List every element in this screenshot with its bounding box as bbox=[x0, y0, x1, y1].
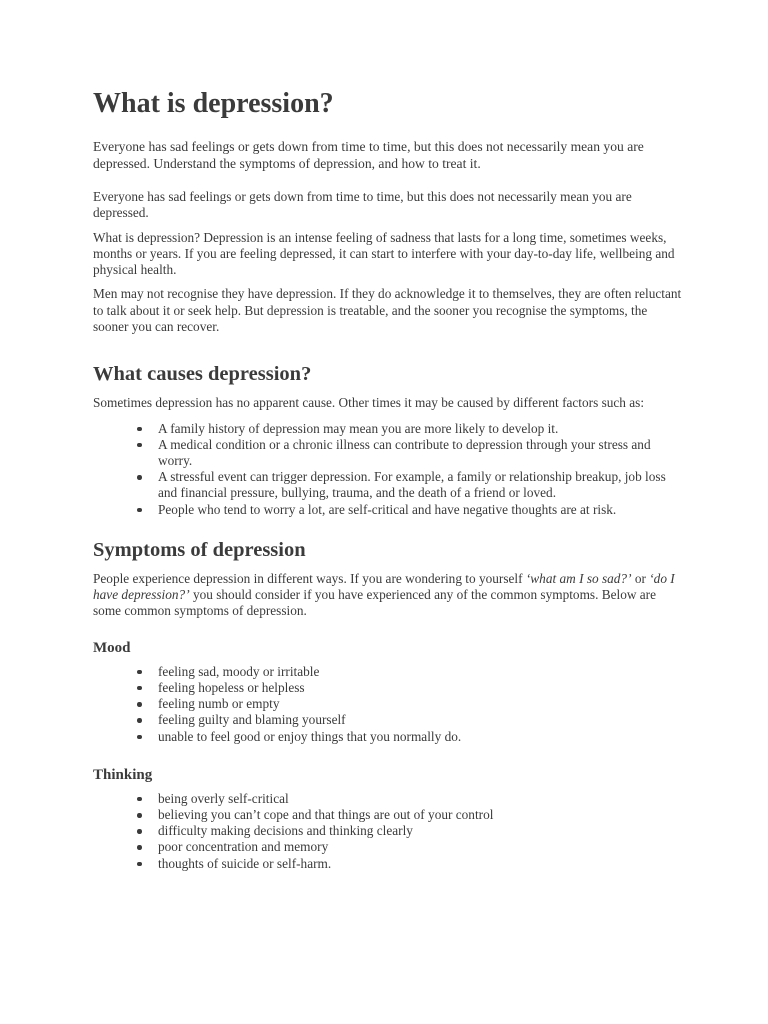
list-item: unable to feel good or enjoy things that you normally do. bbox=[158, 729, 683, 745]
page-title: What is depression? bbox=[93, 88, 334, 119]
symptoms-intro bbox=[93, 571, 683, 620]
quote-what-am-i-so-sad: ‘what am I so sad?’ bbox=[525, 570, 632, 586]
list-item: People who tend to worry a lot, are self-critical and have negative thoughts are at risk. bbox=[158, 502, 683, 518]
thinking-heading: Thinking bbox=[93, 766, 153, 783]
thinking-list bbox=[93, 791, 683, 872]
list-item: feeling sad, moody or irritable bbox=[158, 664, 683, 680]
list-item: feeling hopeless or helpless bbox=[158, 680, 683, 696]
symptoms-intro-or: or bbox=[631, 570, 650, 586]
list-item: feeling numb or empty bbox=[158, 696, 683, 712]
list-item: A stressful event can trigger depression. For example, a family or relationship breakup, job loss and financial pressure, bullying, trauma, and the death of a friend or loved. bbox=[158, 469, 683, 501]
list-item: being overly self-critical bbox=[158, 791, 683, 807]
causes-heading: What causes depression? bbox=[93, 363, 312, 386]
causes-intro: Sometimes depression has no apparent cause. Other times it may be caused by different factors such as: bbox=[93, 395, 645, 411]
symptoms-intro-rest: you should consider if you have experienced any of the common symptoms. Below are some common symptoms of depression. bbox=[93, 587, 657, 619]
list-item: feeling guilty and blaming yourself bbox=[158, 712, 683, 728]
list-item: poor concentration and memory bbox=[158, 839, 683, 855]
symptoms-intro-text: People experience depression in different ways. If you are wondering to yourself bbox=[93, 570, 526, 586]
list-item: believing you can’t cope and that things are out of your control bbox=[158, 807, 683, 823]
list-item: difficulty making decisions and thinking clearly bbox=[158, 823, 683, 839]
quote-do-i-have-depression: ‘do I have depression?’ bbox=[93, 570, 675, 603]
list-item: A medical condition or a chronic illness can contribute to depression through your stress and worry. bbox=[158, 437, 683, 469]
mood-list bbox=[93, 664, 683, 745]
document-page bbox=[93, 86, 683, 872]
intro-paragraph-1: Everyone has sad feelings or gets down from time to time, but this does not necessarily mean you are depressed. bbox=[93, 189, 632, 221]
list-item: A family history of depression may mean you are more likely to develop it. bbox=[158, 421, 683, 437]
mood-heading: Mood bbox=[93, 639, 131, 656]
causes-list bbox=[93, 421, 683, 518]
intro-paragraph-3: Men may not recognise they have depression. If they do acknowledge it to themselves, they are often reluctant to talk about it or seek help. But depression is treatable, and the sooner you recognise the symptoms, the sooner you can recover. bbox=[93, 286, 682, 335]
intro-paragraph-2: What is depression? Depression is an intense feeling of sadness that lasts for a long time, sometimes weeks, months or years. If you are feeling depressed, it can start to interfere with your day-to-day life, wellbeing and physical health. bbox=[93, 229, 675, 278]
list-item: thoughts of suicide or self-harm. bbox=[158, 856, 683, 872]
lead-paragraph: Everyone has sad feelings or gets down from time to time, but this does not necessarily mean you are depressed. Understand the symptoms of depression, and how to treat it. bbox=[93, 139, 644, 171]
symptoms-heading: Symptoms of depression bbox=[93, 538, 306, 561]
